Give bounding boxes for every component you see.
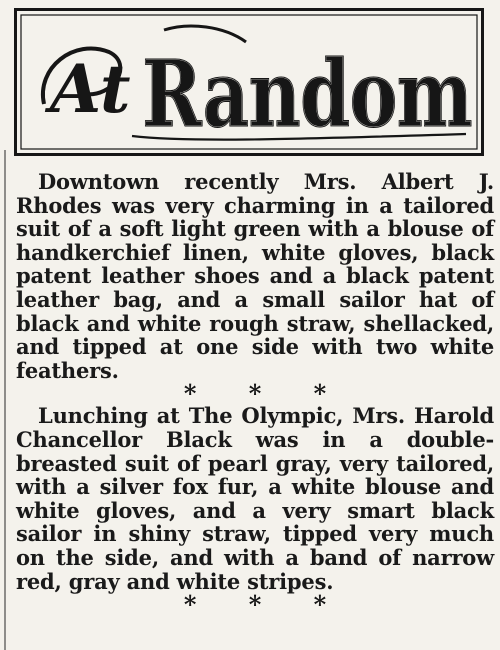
masthead [14,8,484,156]
section-divider-2: * * * [183,590,349,620]
article-body [16,169,494,620]
article-paragraph-2: Lunching at The Olympic, Mrs. Harold Chancellor Black was in a double-breasted suit of pearl gray, very tailored, with a silver fox fur, a white blouse and white gloves, and a very smart black sailor in shiny straw, tipped very much on the side, and with a band of narrow red, gray and white stripes. [16,403,494,594]
article-paragraph-1: Downtown recently Mrs. Albert J. Rhodes was very charming in a tailored suit of a soft light green with a blouse of handkerchief linen, white gloves, black patent leather shoes and a black patent leather bag, and a small sailor hat of black and white rough straw, shellacked, and tipped at one side with two white feathers. [16,169,494,383]
masthead-title-main: Random [142,40,472,148]
section-divider-1: * * * [183,379,349,409]
masthead-title-prefix: At [50,50,131,128]
masthead-title-outline: Random [142,40,472,148]
masthead-frame [14,8,484,156]
column-rule [4,150,6,650]
